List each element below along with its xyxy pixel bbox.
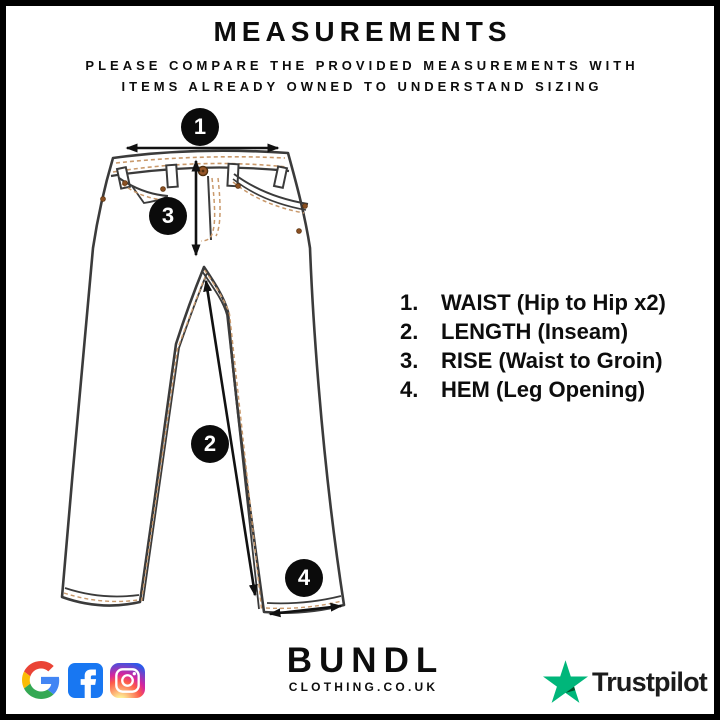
rivet [297, 229, 302, 234]
legend-item-label: HEM (Leg Opening) [441, 377, 646, 402]
marker-waist: 1 [181, 108, 219, 146]
brand-domain: CLOTHING.CO.UK [288, 680, 439, 694]
subtitle-line-1: PLEASE COMPARE THE PROVIDED MEASUREMENTS WITH [85, 58, 639, 73]
legend-item-number: 2. [400, 319, 419, 344]
rivet [101, 197, 106, 202]
legend-item-label: WAIST (Hip to Hip x2) [441, 290, 666, 315]
google-icon [22, 661, 60, 699]
jeans-outline [62, 151, 344, 613]
trustpilot-logo [543, 660, 707, 703]
subtitle [0, 55, 720, 97]
page-title: MEASUREMENTS [213, 16, 512, 47]
subtitle-line-2: ITEMS ALREADY OWNED TO UNDERSTAND SIZING [121, 79, 603, 94]
brand-logo [250, 641, 474, 694]
rivet [161, 187, 166, 192]
legend-item-number: 1. [400, 290, 419, 315]
rivet [123, 181, 128, 186]
rivet [236, 184, 241, 189]
trustpilot-star-icon [543, 660, 588, 703]
trustpilot-wordmark: Trustpilot [592, 667, 707, 697]
measurement-legend [400, 288, 666, 404]
header [0, 16, 720, 97]
legend-item-label: LENGTH (Inseam) [441, 319, 629, 344]
instagram-icon [110, 663, 145, 698]
belt-loop [166, 165, 178, 188]
marker-rise: 3 [149, 197, 187, 235]
legend-item [400, 317, 666, 346]
legend-item [400, 346, 666, 375]
legend-item-label: RISE (Waist to Groin) [441, 348, 663, 373]
rivet [303, 204, 308, 209]
legend-item [400, 375, 666, 404]
legend-item-number: 3. [400, 348, 419, 373]
legend-item [400, 288, 666, 317]
marker-hem: 4 [285, 559, 323, 597]
marker-inseam: 2 [191, 425, 229, 463]
brand-name: BUNDL [286, 641, 445, 680]
legend-item-number: 4. [400, 377, 419, 402]
facebook-icon [68, 663, 103, 698]
